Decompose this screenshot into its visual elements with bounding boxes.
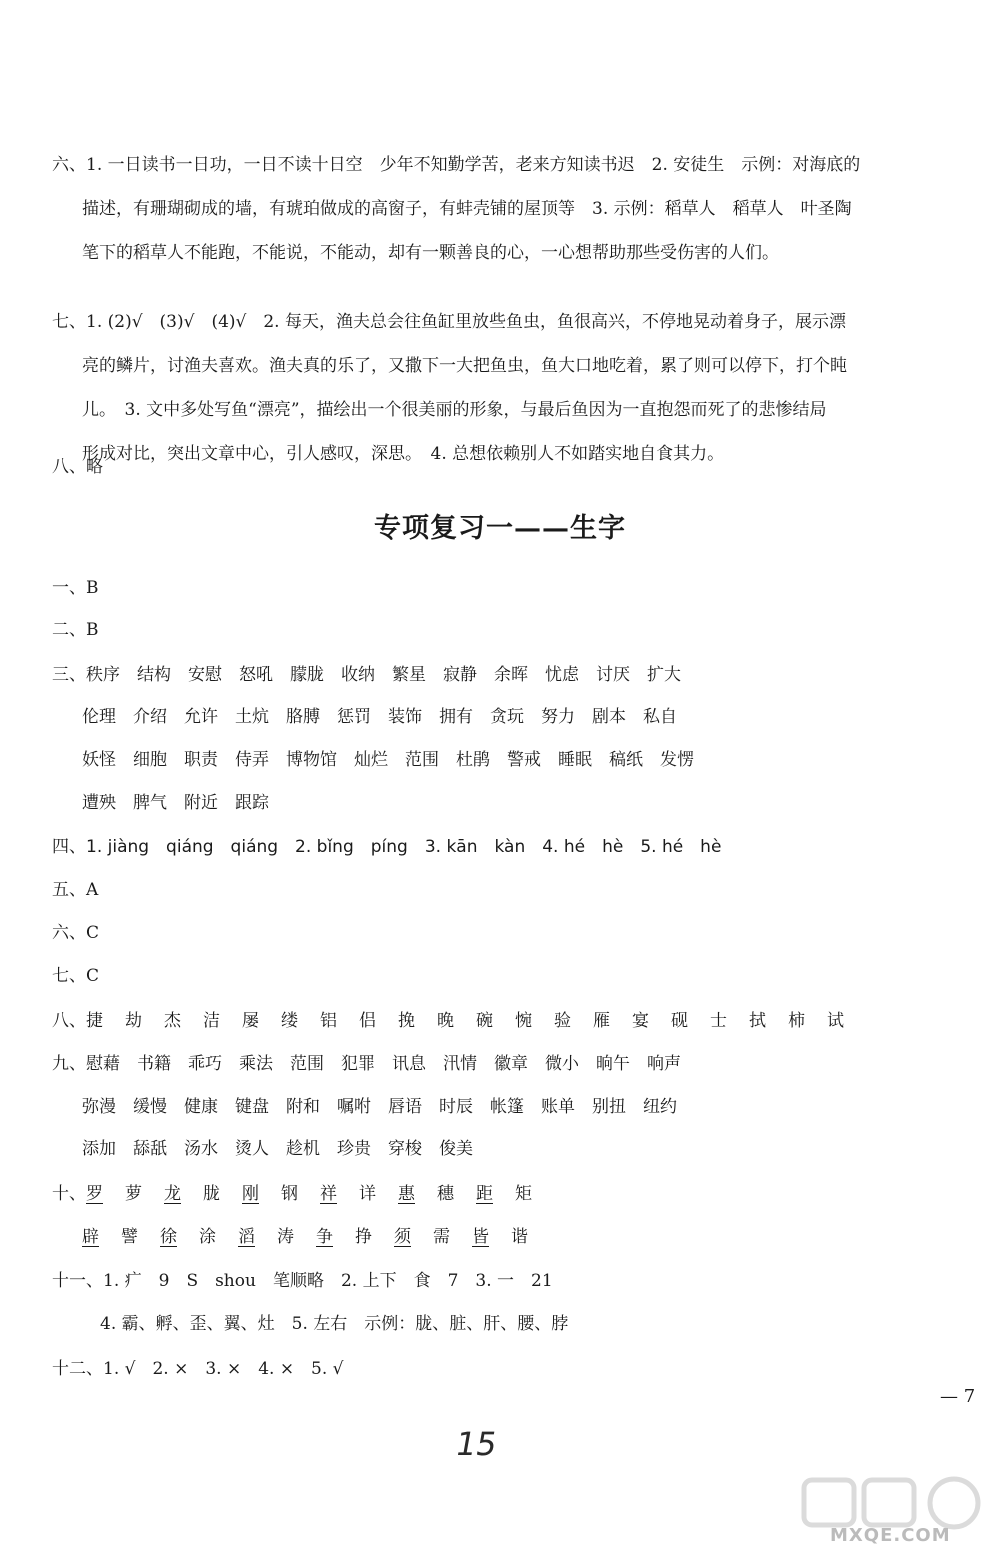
answer-char: 挽 bbox=[398, 1011, 415, 1031]
answer-word: 纽约 bbox=[643, 1097, 677, 1117]
q5-answer: 五、A bbox=[52, 880, 99, 900]
q9-row3 bbox=[82, 1134, 490, 1159]
answer-char: 需 bbox=[433, 1227, 450, 1247]
answer-char: 晚 bbox=[437, 1011, 454, 1031]
answer-char: 譬 bbox=[121, 1227, 138, 1247]
q3-prefix: 三、 bbox=[52, 665, 86, 685]
q3-row2 bbox=[82, 702, 694, 727]
answer-word: 胳膊 bbox=[286, 707, 320, 727]
answer-char: 洁 bbox=[203, 1011, 220, 1031]
answer-word: 讨厌 bbox=[596, 665, 630, 685]
q3-row1 bbox=[52, 660, 715, 685]
answer-word: 灿烂 bbox=[354, 750, 388, 770]
underlined-char: 须 bbox=[394, 1227, 411, 1247]
answer-word: 警戒 bbox=[507, 750, 541, 770]
answer-word: 附和 bbox=[286, 1097, 320, 1117]
answer-word: 弥漫 bbox=[82, 1097, 116, 1117]
answer-word: 晌午 bbox=[596, 1054, 630, 1074]
sec6-line3: 笔下的稻草人不能跑，不能说，不能动，却有一颗善良的心，一心想帮助那些受伤害的人们。 bbox=[82, 243, 779, 263]
underlined-char: 罗 bbox=[86, 1184, 103, 1204]
answer-word: 努力 bbox=[541, 707, 575, 727]
answer-word: 帐篷 bbox=[490, 1097, 524, 1117]
sec6-line1: 六、1. 一日读书一日功，一日不读十日空 少年不知勤学苦，老来方知读书迟 2. 安徒生 示例：对海底的 bbox=[52, 155, 861, 175]
sec8-line: 八、略 bbox=[52, 457, 103, 477]
answer-char: 详 bbox=[359, 1184, 376, 1204]
answer-char: 涂 bbox=[199, 1227, 216, 1247]
answer-word: 繁星 bbox=[392, 665, 426, 685]
answer-char: 萝 bbox=[125, 1184, 142, 1204]
answer-word: 健康 bbox=[184, 1097, 218, 1117]
answer-word: 结构 bbox=[137, 665, 171, 685]
underlined-char: 距 bbox=[476, 1184, 493, 1204]
answer-word: 介绍 bbox=[133, 707, 167, 727]
q12-answer: 十二、1. √ 2. × 3. × 4. × 5. √ bbox=[52, 1359, 344, 1379]
q10-row1 bbox=[52, 1179, 576, 1204]
q3-row4 bbox=[82, 788, 286, 813]
answer-word: 拥有 bbox=[439, 707, 473, 727]
answer-word: 土炕 bbox=[235, 707, 269, 727]
answer-word: 睡眠 bbox=[558, 750, 592, 770]
underlined-char: 惠 bbox=[398, 1184, 415, 1204]
sec7-line1: 七、1. (2)√ (3)√ (4)√ 2. 每天，渔夫总会往鱼缸里放些鱼虫，鱼很高兴，不停地晃动着身子，展示漂 bbox=[52, 312, 846, 332]
answer-char: 胧 bbox=[203, 1184, 220, 1204]
q11-line2: 4. 霸、孵、歪、翼、灶 5. 左右 示例：胧、脏、肝、腰、脖 bbox=[100, 1314, 569, 1334]
answer-char: 劫 bbox=[125, 1011, 142, 1031]
answer-word: 职责 bbox=[184, 750, 218, 770]
sec7-line2: 亮的鳞片，讨渔夫喜欢。渔夫真的乐了，又撒下一大把鱼虫，鱼大口地吃着，累了则可以停下，打个盹 bbox=[82, 356, 847, 376]
q2-answer: 二、B bbox=[52, 620, 99, 640]
q9-row2 bbox=[82, 1092, 694, 1117]
answer-word: 怒吼 bbox=[239, 665, 273, 685]
answer-word: 安慰 bbox=[188, 665, 222, 685]
answer-word: 寂静 bbox=[443, 665, 477, 685]
answer-word: 键盘 bbox=[235, 1097, 269, 1117]
page-number: — 7 bbox=[940, 1386, 976, 1407]
underlined-char: 祥 bbox=[320, 1184, 337, 1204]
q9-prefix: 九、 bbox=[52, 1054, 86, 1074]
answer-word: 缓慢 bbox=[133, 1097, 167, 1117]
section-title: 专项复习一——生字 bbox=[374, 513, 626, 544]
underlined-char: 滔 bbox=[238, 1227, 255, 1247]
answer-word: 博物馆 bbox=[286, 750, 337, 770]
q10-prefix: 十、 bbox=[52, 1184, 86, 1204]
answer-word: 细胞 bbox=[133, 750, 167, 770]
answer-word: 嘱咐 bbox=[337, 1097, 371, 1117]
answer-word: 讯息 bbox=[392, 1054, 426, 1074]
answer-word: 乖巧 bbox=[188, 1054, 222, 1074]
q1-answer: 一、B bbox=[52, 578, 99, 598]
answer-word: 妖怪 bbox=[82, 750, 116, 770]
q9-row1 bbox=[52, 1049, 715, 1074]
answer-char: 屡 bbox=[242, 1011, 259, 1031]
answer-word: 趁机 bbox=[286, 1139, 320, 1159]
answer-char: 砚 bbox=[671, 1011, 688, 1031]
answer-char: 拭 bbox=[749, 1011, 766, 1031]
answer-char: 试 bbox=[827, 1011, 844, 1031]
answer-char: 穗 bbox=[437, 1184, 454, 1204]
answer-char: 柿 bbox=[788, 1011, 805, 1031]
answer-word: 杜鹃 bbox=[456, 750, 490, 770]
q10-row1-chars bbox=[86, 1184, 554, 1204]
answer-word: 跟踪 bbox=[235, 793, 269, 813]
answer-word: 余晖 bbox=[494, 665, 528, 685]
answer-char: 矩 bbox=[515, 1184, 532, 1204]
answer-word: 穿梭 bbox=[388, 1139, 422, 1159]
q8-row bbox=[52, 1006, 888, 1031]
answer-char: 杰 bbox=[164, 1011, 181, 1031]
answer-word: 忧虑 bbox=[545, 665, 579, 685]
answer-char: 验 bbox=[554, 1011, 571, 1031]
answer-char: 铝 bbox=[320, 1011, 337, 1031]
answer-word: 书籍 bbox=[137, 1054, 171, 1074]
q3-row1-words bbox=[86, 665, 698, 685]
q10-row2 bbox=[82, 1222, 550, 1247]
answer-word: 响声 bbox=[647, 1054, 681, 1074]
answer-word: 稿纸 bbox=[609, 750, 643, 770]
answer-word: 伦理 bbox=[82, 707, 116, 727]
answer-word: 遭殃 bbox=[82, 793, 116, 813]
answer-word: 范围 bbox=[405, 750, 439, 770]
answer-word: 舔舐 bbox=[133, 1139, 167, 1159]
q7-answer: 七、C bbox=[52, 966, 100, 986]
answer-char: 谐 bbox=[511, 1227, 528, 1247]
q3-row3 bbox=[82, 745, 711, 770]
answer-word: 慰藉 bbox=[86, 1054, 120, 1074]
answer-char: 碗 bbox=[476, 1011, 493, 1031]
answer-word: 汛情 bbox=[443, 1054, 477, 1074]
q8-prefix: 八、 bbox=[52, 1011, 86, 1031]
sec7-line4: 形成对比，突出文章中心，引人感叹，深思。 4. 总想依赖别人不如踏实地自食其力。 bbox=[82, 444, 725, 464]
answer-char: 士 bbox=[710, 1011, 727, 1031]
answer-char: 侣 bbox=[359, 1011, 376, 1031]
answer-char: 惋 bbox=[515, 1011, 532, 1031]
answer-word: 微小 bbox=[545, 1054, 579, 1074]
sec6-line2: 描述，有珊瑚砌成的墙，有琥珀做成的高窗子，有蚌壳铺的屋顶等 3. 示例：稻草人 稻草人 叶圣陶 bbox=[82, 199, 852, 219]
answer-word: 惩罚 bbox=[337, 707, 371, 727]
answer-char: 涛 bbox=[277, 1227, 294, 1247]
underlined-char: 徐 bbox=[160, 1227, 177, 1247]
answer-word: 账单 bbox=[541, 1097, 575, 1117]
q9-row1-words bbox=[86, 1054, 698, 1074]
answer-word: 发愣 bbox=[660, 750, 694, 770]
underlined-char: 刚 bbox=[242, 1184, 259, 1204]
answer-char: 宴 bbox=[632, 1011, 649, 1031]
answer-word: 汤水 bbox=[184, 1139, 218, 1159]
q4-answer: 四、1. jiàng qiáng qiáng 2. bǐng píng 3. kān kàn 4. hé hè 5. hé hè bbox=[52, 837, 722, 857]
answer-char: 钢 bbox=[281, 1184, 298, 1204]
answer-char: 雁 bbox=[593, 1011, 610, 1031]
handwritten-page-number: 15 bbox=[452, 1425, 501, 1463]
answer-word: 扩大 bbox=[647, 665, 681, 685]
answer-word: 唇语 bbox=[388, 1097, 422, 1117]
answer-word: 烫人 bbox=[235, 1139, 269, 1159]
answer-char: 捷 bbox=[86, 1011, 103, 1031]
q6-answer: 六、C bbox=[52, 923, 100, 943]
answer-word: 秩序 bbox=[86, 665, 120, 685]
answer-word: 珍贵 bbox=[337, 1139, 371, 1159]
answer-char: 挣 bbox=[355, 1227, 372, 1247]
answer-word: 俊美 bbox=[439, 1139, 473, 1159]
answer-word: 徽章 bbox=[494, 1054, 528, 1074]
answer-word: 贪玩 bbox=[490, 707, 524, 727]
sec7-line3: 儿。 3. 文中多处写鱼“漂亮”，描绘出一个很美丽的形象，与最后鱼因为一直抱怨而死了的悲惨结局 bbox=[82, 400, 827, 420]
underlined-char: 皆 bbox=[472, 1227, 489, 1247]
underlined-char: 争 bbox=[316, 1227, 333, 1247]
answer-word: 收纳 bbox=[341, 665, 375, 685]
q8-chars bbox=[86, 1011, 866, 1031]
answer-word: 私自 bbox=[643, 707, 677, 727]
answer-word: 允许 bbox=[184, 707, 218, 727]
answer-word: 时辰 bbox=[439, 1097, 473, 1117]
answer-word: 脾气 bbox=[133, 793, 167, 813]
watermark-text: MXQE.COM bbox=[830, 1525, 951, 1546]
q11-line1: 十一、1. 疒 9 S shou 笔顺略 2. 上下 食 7 3. 一 21 bbox=[52, 1271, 553, 1291]
underlined-char: 龙 bbox=[164, 1184, 181, 1204]
answer-word: 范围 bbox=[290, 1054, 324, 1074]
answer-word: 附近 bbox=[184, 793, 218, 813]
answer-word: 乘法 bbox=[239, 1054, 273, 1074]
underlined-char: 辟 bbox=[82, 1227, 99, 1247]
answer-char: 缕 bbox=[281, 1011, 298, 1031]
answer-word: 犯罪 bbox=[341, 1054, 375, 1074]
answer-word: 剧本 bbox=[592, 707, 626, 727]
answer-word: 朦胧 bbox=[290, 665, 324, 685]
answer-word: 装饰 bbox=[388, 707, 422, 727]
answer-word: 别扭 bbox=[592, 1097, 626, 1117]
answer-word: 侍弄 bbox=[235, 750, 269, 770]
answer-word: 添加 bbox=[82, 1139, 116, 1159]
